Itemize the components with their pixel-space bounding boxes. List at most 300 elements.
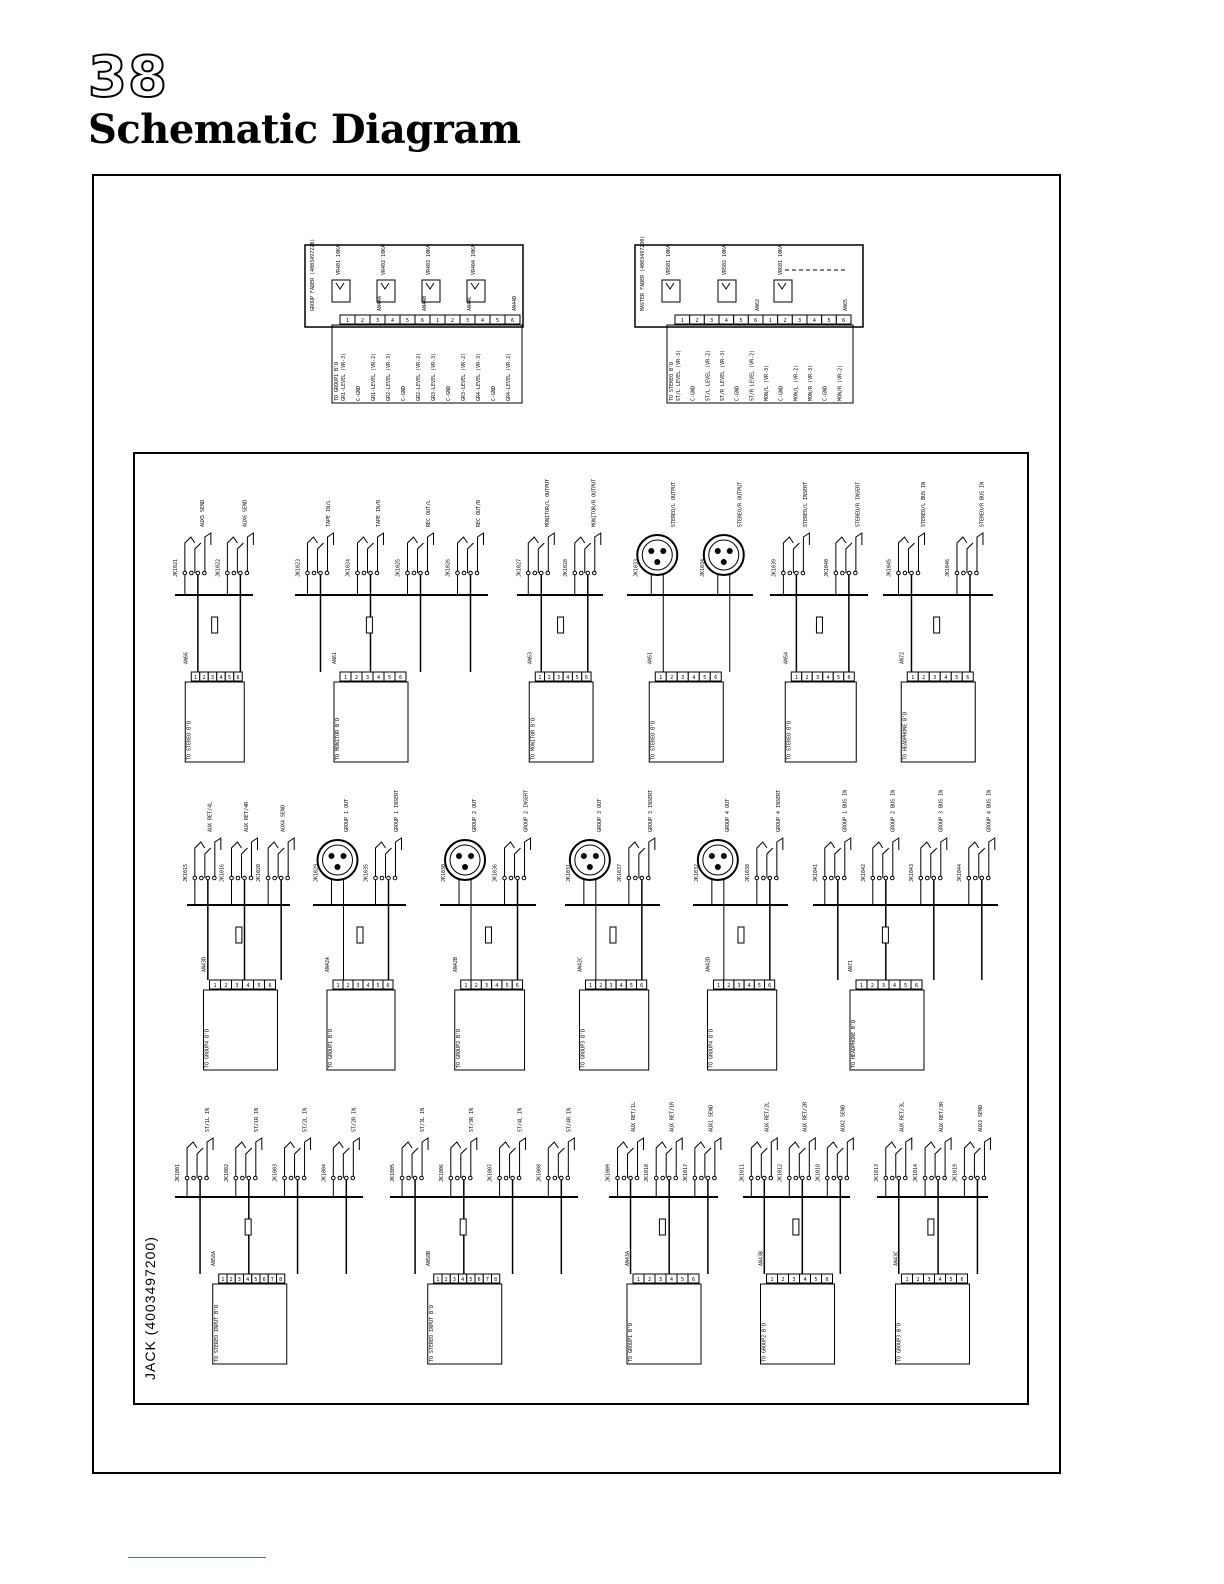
jack-terminal xyxy=(788,571,792,575)
jack-spring xyxy=(974,1148,980,1178)
connector-label: AN58A xyxy=(210,1250,217,1266)
jack-terminal xyxy=(654,1176,658,1180)
jack-ref: JK1032 xyxy=(693,863,700,882)
jack-ref: JK1009 xyxy=(605,1163,612,1182)
jack-label: STEREO/L OUTPUT xyxy=(671,481,678,527)
jack-spring xyxy=(236,1142,246,1178)
signal-label: ST/R LEVEL (VR-2) xyxy=(749,349,756,401)
pin-number: 4 xyxy=(692,675,696,681)
jack-terminal xyxy=(526,571,530,575)
jack-spring xyxy=(295,1148,301,1178)
jack-terminal xyxy=(976,1176,980,1180)
signal-list-box xyxy=(334,682,408,762)
jack-terminal xyxy=(586,571,590,575)
jack-sleeve xyxy=(989,838,995,878)
jack-group xyxy=(183,801,294,1070)
jack-spring xyxy=(195,543,201,573)
jack-ref: JK1030 xyxy=(441,863,448,882)
jack-label: ST/1L IN xyxy=(205,1107,211,1132)
pin-number: 2 xyxy=(783,318,787,324)
jack-ref: JK1013 xyxy=(873,1163,880,1182)
pin-number: 5 xyxy=(505,983,509,989)
pin-number: 3 xyxy=(710,318,714,324)
jack-ref: JK1044 xyxy=(956,863,963,882)
jack-terminal xyxy=(239,571,243,575)
jack-ref: JK1002 xyxy=(223,1163,230,1182)
jack-ref: JK1026 xyxy=(445,558,452,577)
jack-spring xyxy=(846,543,852,573)
jack-spring xyxy=(368,543,374,573)
jack-label: REC OUT/L xyxy=(426,499,432,527)
resistor xyxy=(357,927,363,943)
jack-group xyxy=(313,790,406,1070)
pin-number: 6 xyxy=(515,983,519,989)
jack-sleeve xyxy=(378,533,384,573)
jack-label: AUX RET/4R xyxy=(244,801,250,832)
pin-number: 5 xyxy=(814,1277,818,1283)
pin-number: 5 xyxy=(257,983,261,989)
jack-terminal xyxy=(930,1176,934,1180)
jack-terminal xyxy=(807,1176,811,1180)
jack-label: GROUP 3 INSERT xyxy=(647,789,654,832)
jack-terminal xyxy=(230,876,234,880)
jack-ref: JK1046 xyxy=(944,558,951,577)
resistor xyxy=(882,927,888,943)
jack-spring xyxy=(666,1148,672,1178)
jack-spring xyxy=(969,842,979,878)
pin-number: 2 xyxy=(670,675,674,681)
jack-terminal xyxy=(969,1176,973,1180)
jack-terminal xyxy=(498,1176,502,1180)
jack-terminal xyxy=(782,571,786,575)
jack-spring xyxy=(925,1142,935,1178)
pin-number: 3 xyxy=(376,318,380,324)
jack-terminal xyxy=(903,571,907,575)
signal-label: MON/R (VR-3) xyxy=(808,364,814,401)
jack-ref: JK1038 xyxy=(744,863,751,882)
pin-number: 2 xyxy=(361,318,365,324)
jack-terminal xyxy=(516,876,520,880)
jack-spring xyxy=(629,842,639,878)
jack-label: ST/3L IN xyxy=(420,1107,426,1132)
jack-spring xyxy=(695,1142,705,1178)
connector-label: AN58B xyxy=(425,1250,432,1266)
jack-spring xyxy=(197,1148,203,1178)
jack-ref: JK1033 xyxy=(633,558,640,577)
jack-label: ST/3R IN xyxy=(468,1107,475,1132)
jack-terminal xyxy=(890,1176,894,1180)
pin-number: 7 xyxy=(270,1277,274,1283)
jack-terminal xyxy=(232,571,236,575)
jack-spring xyxy=(921,842,931,878)
jack-terminal xyxy=(338,1176,342,1180)
jack-label: GROUP 2 BUS IN xyxy=(890,789,897,832)
board-label: JACK (4003497200) xyxy=(142,1236,158,1380)
jack-spring xyxy=(886,1142,896,1178)
pin-number: 6 xyxy=(768,983,772,989)
pin-number: 5 xyxy=(681,1277,685,1283)
pin-number: 3 xyxy=(737,983,741,989)
jack-spring xyxy=(639,848,645,878)
pin-number: 5 xyxy=(837,675,841,681)
connector-label: AN42D xyxy=(705,956,712,972)
jack-spring xyxy=(386,848,392,878)
jack-ref: JK1045 xyxy=(886,558,893,577)
pot-label: VR402 10KA xyxy=(381,244,387,275)
jack-terminal xyxy=(213,876,217,880)
xlr-pin xyxy=(593,853,599,859)
jack-terminal xyxy=(975,571,979,575)
jack-terminal xyxy=(283,1176,287,1180)
pin-number: 2 xyxy=(805,675,809,681)
jack-sleeve xyxy=(478,533,484,573)
jack-ref: JK1027 xyxy=(516,558,523,577)
pin-number: 1 xyxy=(860,983,864,989)
signal-label: ST/L LEVEL (VR-3) xyxy=(676,349,682,401)
jack-terminal xyxy=(750,1176,754,1180)
pin-number: 3 xyxy=(235,983,239,989)
xlr-pin xyxy=(709,853,715,859)
jack-label: TAPE IN/R xyxy=(376,499,382,527)
jack-terminal xyxy=(756,1176,760,1180)
jack-label: AUX4 SEND xyxy=(280,804,287,832)
pin-number: 1 xyxy=(905,1277,909,1283)
pin-number: 3 xyxy=(792,1277,796,1283)
jack-terminal xyxy=(553,1176,557,1180)
page-title: Schematic Diagram xyxy=(88,106,521,153)
pin-number: 2 xyxy=(727,983,731,989)
pin-number: 4 xyxy=(724,318,728,324)
signal-list-box xyxy=(213,1284,287,1364)
jack-terminal xyxy=(854,571,858,575)
pin-number: 6 xyxy=(236,675,240,681)
jack-terminal xyxy=(939,876,943,880)
pin-number: 2 xyxy=(871,983,875,989)
signal-list-box xyxy=(761,1284,835,1364)
dest-label: TO GROUP1 B'D xyxy=(628,1322,634,1362)
jack-label: STEREO/L BUS IN xyxy=(920,481,927,527)
jack-sleeve xyxy=(305,1138,311,1178)
jack-terminal xyxy=(356,571,360,575)
jack-terminal xyxy=(627,876,631,880)
jack-spring xyxy=(836,537,846,573)
jack-terminal xyxy=(289,1176,293,1180)
xlr-pin xyxy=(721,853,727,859)
jack-label: AUX1 SEND xyxy=(708,1104,715,1132)
dest-label: TO GROUP1 B'D xyxy=(334,361,340,401)
jack-label: AUX6 SEND xyxy=(242,499,249,527)
jack-sleeve xyxy=(353,1138,359,1178)
signal-label: ST/L LEVEL (VR-2) xyxy=(705,349,712,401)
jack-terminal xyxy=(700,1176,704,1180)
pin-number: 2 xyxy=(202,675,206,681)
jack-label: TAPE IN/L xyxy=(326,499,332,527)
pin-number: 3 xyxy=(485,983,489,989)
jack-terminal xyxy=(546,571,550,575)
pin-number: 6 xyxy=(960,1277,964,1283)
pot-label: VR403 10KA xyxy=(426,244,432,275)
jack-sleeve xyxy=(471,1138,477,1178)
jack-terminal xyxy=(456,571,460,575)
jack-label: STEREO/R BUS IN xyxy=(979,481,986,527)
jack-label: ST/1R IN xyxy=(253,1107,260,1132)
pin-number: 1 xyxy=(344,675,348,681)
jack-spring xyxy=(451,1142,461,1178)
jack-spring xyxy=(187,1142,197,1178)
jack-terminal xyxy=(319,571,323,575)
connector-label: AN72 xyxy=(899,651,906,664)
jack-terminal xyxy=(522,876,526,880)
jack-label: ST/2L IN xyxy=(302,1107,309,1132)
dest-label: TO GROUP3 B'D xyxy=(896,1322,903,1362)
pin-number: 2 xyxy=(444,1277,448,1283)
jack-terminal xyxy=(891,876,895,880)
jack-ref: JK1017 xyxy=(682,1163,689,1182)
pin-number: 6 xyxy=(714,675,718,681)
pin-number: 4 xyxy=(495,983,499,989)
jack-terminal xyxy=(661,1176,665,1180)
pot-symbol xyxy=(662,280,680,302)
resistor xyxy=(934,617,940,633)
jack-terminal xyxy=(249,876,253,880)
jack-ref: JK1012 xyxy=(777,1163,784,1182)
jack-terminal xyxy=(801,571,805,575)
jack-ref: JK1042 xyxy=(860,863,867,882)
resistor xyxy=(366,617,372,633)
jack-sleeve xyxy=(595,533,601,573)
pot-symbol xyxy=(718,280,736,302)
jack-terminal xyxy=(788,1176,792,1180)
jack-spring xyxy=(227,537,237,573)
jack-terminal xyxy=(674,1176,678,1180)
jack-spring xyxy=(548,1142,558,1178)
jack-terminal xyxy=(369,571,373,575)
signal-label: C-GND xyxy=(778,385,785,401)
jack-spring xyxy=(505,842,515,878)
connector-label: AN51 xyxy=(647,651,654,664)
jack-spring xyxy=(308,537,318,573)
jack-sleeve xyxy=(856,533,862,573)
connector-label: AN43A xyxy=(625,1250,631,1266)
jack-spring xyxy=(575,537,585,573)
jack-rows xyxy=(173,479,998,1364)
jack-spring xyxy=(967,543,973,573)
xlr-pin xyxy=(654,559,660,565)
jack-terminal xyxy=(871,876,875,880)
resistor xyxy=(738,927,744,943)
jack-terminal xyxy=(839,1176,843,1180)
pin-number: 2 xyxy=(648,1277,652,1283)
jack-label: GROUP 4 INSERT xyxy=(775,789,782,832)
signal-label: GR2-LEVEL (VR-2) xyxy=(416,352,422,401)
pin-number: 3 xyxy=(882,983,886,989)
jack-spring xyxy=(873,842,883,878)
jack-ref: JK1018 xyxy=(815,1163,822,1182)
jack-terminal xyxy=(801,1176,805,1180)
pin-number: 1 xyxy=(538,675,542,681)
pin-number: 7 xyxy=(485,1277,489,1283)
resistor xyxy=(485,927,491,943)
jack-terminal xyxy=(266,876,270,880)
jack-terminal xyxy=(592,571,596,575)
pin-number: 3 xyxy=(557,675,561,681)
jack-row xyxy=(175,1101,990,1364)
pin-number: 1 xyxy=(464,983,468,989)
pin-number: 2 xyxy=(474,983,478,989)
jack-label: GROUP 2 INSERT xyxy=(523,789,530,832)
jack-terminal xyxy=(755,876,759,880)
jack-terminal xyxy=(667,1176,671,1180)
jack-terminal xyxy=(183,571,187,575)
connector-label: AN63 xyxy=(527,651,534,664)
jack-spring xyxy=(827,1142,837,1178)
connector-label: AN44C xyxy=(467,295,473,311)
jack-spring xyxy=(412,1148,418,1178)
jack-spring xyxy=(656,1142,666,1178)
jack-terminal xyxy=(286,876,290,880)
jack-spring xyxy=(751,1142,761,1178)
jack-label: AUX RET/2R xyxy=(802,1101,809,1132)
jack-ref: JK1037 xyxy=(616,863,623,882)
pin-number: 6 xyxy=(825,1277,829,1283)
pin-number: 4 xyxy=(803,1277,807,1283)
jack-terminal xyxy=(640,876,644,880)
connector-label: AN66 xyxy=(183,651,190,664)
pin-number: 4 xyxy=(481,318,485,324)
jack-terminal xyxy=(769,1176,773,1180)
xlr-pin xyxy=(648,548,654,554)
jack-terminal xyxy=(955,571,959,575)
dest-label: TO STEREO B'D xyxy=(786,720,793,760)
dest-label: TO STEREO INPUT B'D xyxy=(428,1304,435,1362)
dest-label: TO STEREO B'D xyxy=(669,361,675,401)
signal-label: C-GND xyxy=(356,385,362,401)
signal-list-box xyxy=(455,990,525,1070)
jack-ref: JK1008 xyxy=(536,1163,543,1182)
jack-sleeve xyxy=(205,533,211,573)
jack-label: GROUP 3 BUS IN xyxy=(938,789,945,832)
jack-terminal xyxy=(897,571,901,575)
jack-terminal xyxy=(241,1176,245,1180)
jack-spring xyxy=(979,848,985,878)
jack-spring xyxy=(835,848,841,878)
dest-label: TO STEREO INPUT B'D xyxy=(213,1304,220,1362)
jack-terminal xyxy=(566,1176,570,1180)
jack-terminal xyxy=(306,571,310,575)
resistor xyxy=(236,927,242,943)
jack-ref: JK1004 xyxy=(321,1163,328,1182)
jack-label: GROUP 1 OUT xyxy=(344,798,350,832)
dest-label: TO GROUP4 B'D xyxy=(204,1028,211,1068)
xlr-connector xyxy=(318,840,358,880)
resistor xyxy=(928,1219,934,1235)
jack-group xyxy=(693,790,788,1070)
jack-terminal xyxy=(539,571,543,575)
jack-terminal xyxy=(629,1176,633,1180)
jack-group xyxy=(440,790,536,1070)
dest-label: TO STEREO B'D xyxy=(650,720,657,760)
jack-terminal xyxy=(190,571,194,575)
jack-group xyxy=(739,1101,853,1364)
pin-number: 1 xyxy=(768,318,772,324)
jack-terminal xyxy=(841,571,845,575)
jack-spring xyxy=(461,1148,467,1178)
resistor xyxy=(816,617,822,633)
jack-sleeve xyxy=(676,1138,682,1178)
jack-terminal xyxy=(362,571,366,575)
jack-terminal xyxy=(412,571,416,575)
jack-spring xyxy=(538,543,544,573)
jack-label: ST/4L IN xyxy=(517,1107,524,1132)
dest-label: TO GROUP1 B'D xyxy=(328,1028,334,1068)
xlr-connector xyxy=(570,840,610,880)
jack-terminal xyxy=(826,1176,830,1180)
jack-terminal xyxy=(413,1176,417,1180)
jack-terminal xyxy=(713,1176,717,1180)
pin-number: 1 xyxy=(194,675,198,681)
pin-number: 1 xyxy=(436,1277,440,1283)
pin-number: 4 xyxy=(944,675,948,681)
pin-number: 5 xyxy=(757,983,761,989)
jack-terminal xyxy=(351,1176,355,1180)
jack-spring xyxy=(246,1148,252,1178)
connector-label: AN61 xyxy=(332,651,338,664)
pin-number: 3 xyxy=(681,675,685,681)
jack-sleeve xyxy=(941,838,947,878)
jack-terminal xyxy=(932,876,936,880)
jack-spring xyxy=(767,848,773,878)
jack-group xyxy=(175,1108,363,1364)
signal-label: ST/R LEVEL (VR-3) xyxy=(720,349,726,401)
jack-terminal xyxy=(982,1176,986,1180)
pin-number: 5 xyxy=(469,1277,473,1283)
xlr-pin xyxy=(462,864,468,870)
jack-label: GROUP 3 OUT xyxy=(596,798,603,832)
signal-list-box xyxy=(529,682,593,762)
jack-sleeve xyxy=(918,533,924,573)
jack-group xyxy=(874,1101,991,1364)
signal-list-box xyxy=(785,682,856,762)
jack-label: GROUP 4 OUT xyxy=(724,798,731,832)
jack-terminal xyxy=(762,876,766,880)
pin-number: 6 xyxy=(847,675,851,681)
jack-terminal xyxy=(196,571,200,575)
jack-spring xyxy=(558,1148,564,1178)
jack-terminal xyxy=(987,876,991,880)
pin-number: 5 xyxy=(703,675,707,681)
jack-terminal xyxy=(845,1176,849,1180)
jack-ref: JK1016 xyxy=(219,863,226,882)
signal-list-box xyxy=(580,990,649,1070)
jack-terminal xyxy=(622,1176,626,1180)
signal-label: MON/R (VR-2) xyxy=(837,364,844,401)
pin-number: 3 xyxy=(466,318,470,324)
fader-board-title: MASTER FADER (4003497230) xyxy=(640,235,646,311)
connector-label: AN43C xyxy=(893,1250,900,1266)
jack-label: AUX RET/4L xyxy=(207,801,214,832)
jack-terminal xyxy=(794,1176,798,1180)
pin-number: 1 xyxy=(346,318,350,324)
dest-label: TO GROUP4 B'D xyxy=(708,1028,715,1068)
connector-label: AN42A xyxy=(325,956,331,972)
jack-terminal xyxy=(547,1176,551,1180)
jack-terminal xyxy=(420,1176,424,1180)
pin-number: 3 xyxy=(659,1277,663,1283)
jack-label: AUX RET/3R xyxy=(938,1101,945,1132)
jack-group xyxy=(390,1108,578,1364)
xlr-pin xyxy=(660,548,666,554)
jack-terminal xyxy=(504,1176,508,1180)
